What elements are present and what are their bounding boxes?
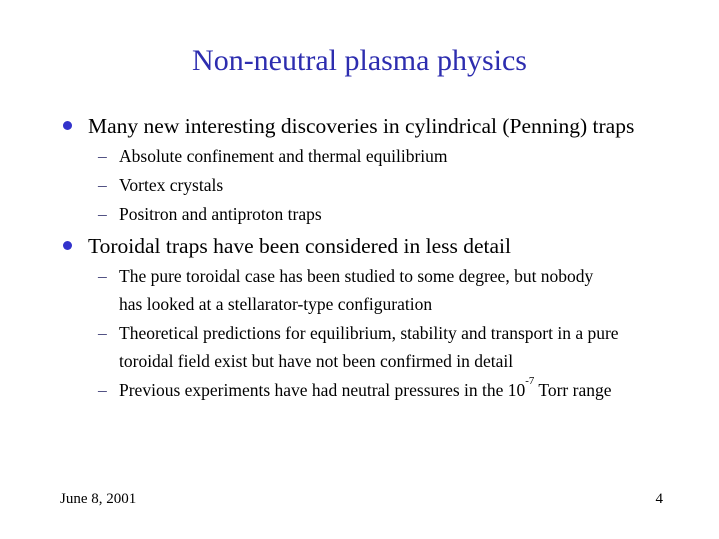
sub-bullet-text: Theoretical predictions for equilibrium, stability and transport in a pure toroidal field exist but have not been confirmed in detail (119, 323, 619, 371)
sub-bullet-item (60, 319, 719, 375)
dash-bullet-icon: – (98, 266, 107, 286)
bullet-dot-icon (63, 121, 72, 130)
slide-content (60, 111, 719, 404)
dash-bullet-icon: – (98, 204, 107, 224)
footer-date: June 8, 2001 (60, 491, 137, 507)
sub-bullet-item (60, 376, 719, 404)
sub-bullet-text-post: Torr range (534, 380, 612, 400)
sub-bullet-text: Vortex crystals (119, 175, 224, 195)
dash-bullet-icon: – (98, 175, 107, 195)
bullet-item (60, 231, 719, 261)
sub-bullet-text: Positron and antiproton traps (119, 204, 322, 224)
dash-bullet-icon: – (98, 146, 107, 166)
sub-bullet-text-pre: Previous experiments have had neutral pressures in the 10 (119, 380, 526, 400)
sub-bullet-item (60, 171, 719, 199)
bullet-text: Toroidal traps have been considered in less detail (88, 234, 511, 258)
bullet-text: Many new interesting discoveries in cylindrical (Penning) traps (88, 114, 635, 138)
footer-page-number: 4 (655, 491, 663, 507)
superscript-exponent: -7 (525, 375, 535, 388)
sub-bullet-item (60, 142, 719, 170)
bullet-item (60, 111, 719, 141)
sub-bullet-item (60, 262, 719, 318)
sub-bullet-text (119, 376, 664, 404)
sub-bullet-item (60, 200, 719, 228)
dash-bullet-icon: – (98, 380, 107, 400)
bullet-dot-icon (63, 241, 72, 250)
sub-bullet-text: Absolute confinement and thermal equilibrium (119, 146, 448, 166)
sub-bullet-text: The pure toroidal case has been studied to some degree, but nobody has looked at a stellarator-type configuration (119, 266, 594, 314)
slide-title: Non-neutral plasma physics (192, 44, 527, 77)
dash-bullet-icon: – (98, 323, 107, 343)
